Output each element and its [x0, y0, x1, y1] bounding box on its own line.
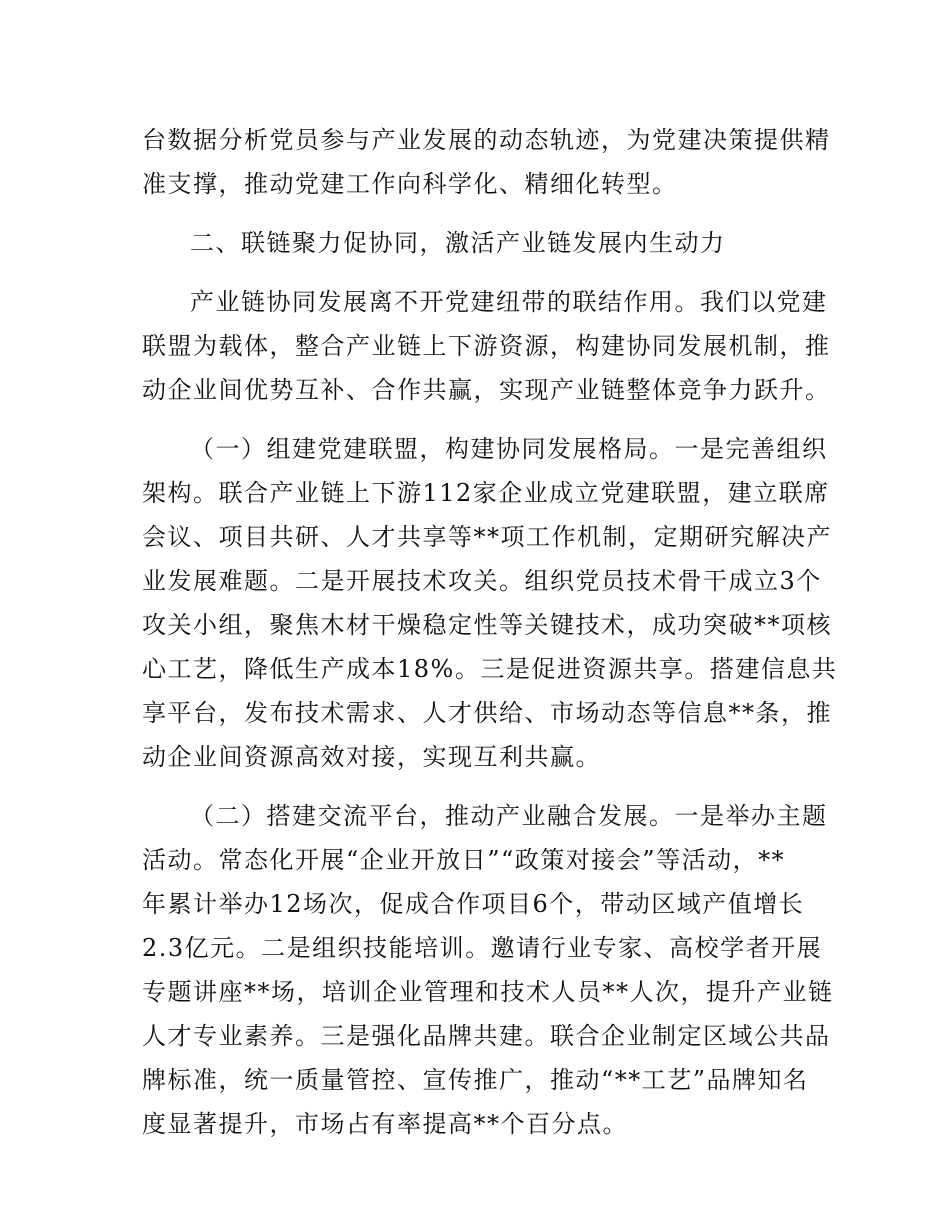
subsection-heading-line: （一）组建党建联盟，构建协同发展格局。一是完善组织 — [190, 435, 828, 463]
body-line: 联盟为载体，整合产业链上下游资源，构建协同发展机制，推 — [142, 332, 831, 360]
body-line: 业发展难题。二是开展技术攻关。组织党员技术骨干成立3个 — [142, 567, 822, 595]
paragraph-gap — [142, 412, 810, 427]
body-line: 2.3亿元。二是组织技能培训。邀请行业专家、高校学者开展 — [142, 934, 823, 962]
body-line: 准支撑，推动党建工作向科学化、精细化转型。 — [142, 170, 678, 198]
paragraph-first-line: 产业链协同发展离不开党建纽带的联结作用。我们以党建 — [190, 288, 828, 316]
paragraph-gap — [142, 779, 810, 794]
section-heading: 二、联链聚力促协同，激活产业链发展内生动力 — [190, 229, 726, 257]
body-line: 专题讲座**场，培训企业管理和技术人员**人次，提升产业链 — [142, 978, 834, 1006]
document-body — [142, 118, 838, 1146]
body-line: 牌标准，统一质量管控、宣传推广，推动“**工艺”品牌知名 — [142, 1066, 809, 1094]
paragraph-gap — [142, 206, 810, 221]
body-line: 会议、项目共研、人才共享等**项工作机制，定期研究解决产 — [142, 523, 832, 551]
body-line: 动企业间资源高效对接，实现互利共赢。 — [142, 743, 601, 771]
body-line: 动企业间优势互补、合作共赢，实现产业链整体竞争力跃升。 — [142, 376, 831, 404]
body-line: 人才专业素养。三是强化品牌共建。联合企业制定区域公共品 — [142, 1022, 831, 1050]
body-line: 台数据分析党员参与产业发展的动态轨迹，为党建决策提供精 — [142, 126, 831, 154]
body-line: 心工艺，降低生产成本18%。三是促进资源共享。搭建信息共 — [142, 655, 838, 683]
subsection-heading-line: （二）搭建交流平台，推动产业融合发展。一是举办主题 — [190, 802, 828, 830]
body-line: 度显著提升，市场占有率提高**个百分点。 — [142, 1110, 628, 1138]
body-line: 享平台，发布技术需求、人才供给、市场动态等信息**条，推 — [142, 699, 832, 727]
body-line: 攻关小组，聚焦木材干燥稳定性等关键技术，成功突破**项核 — [142, 611, 832, 639]
body-line: 活动。常态化开展“企业开放日”“政策对接会”等活动，** — [142, 846, 786, 874]
paragraph-gap — [142, 265, 810, 280]
body-line: 架构。联合产业链上下游112家企业成立党建联盟，建立联席 — [142, 479, 830, 507]
body-line: 年累计举办12场次，促成合作项目6个，带动区域产值增长 — [142, 890, 805, 918]
